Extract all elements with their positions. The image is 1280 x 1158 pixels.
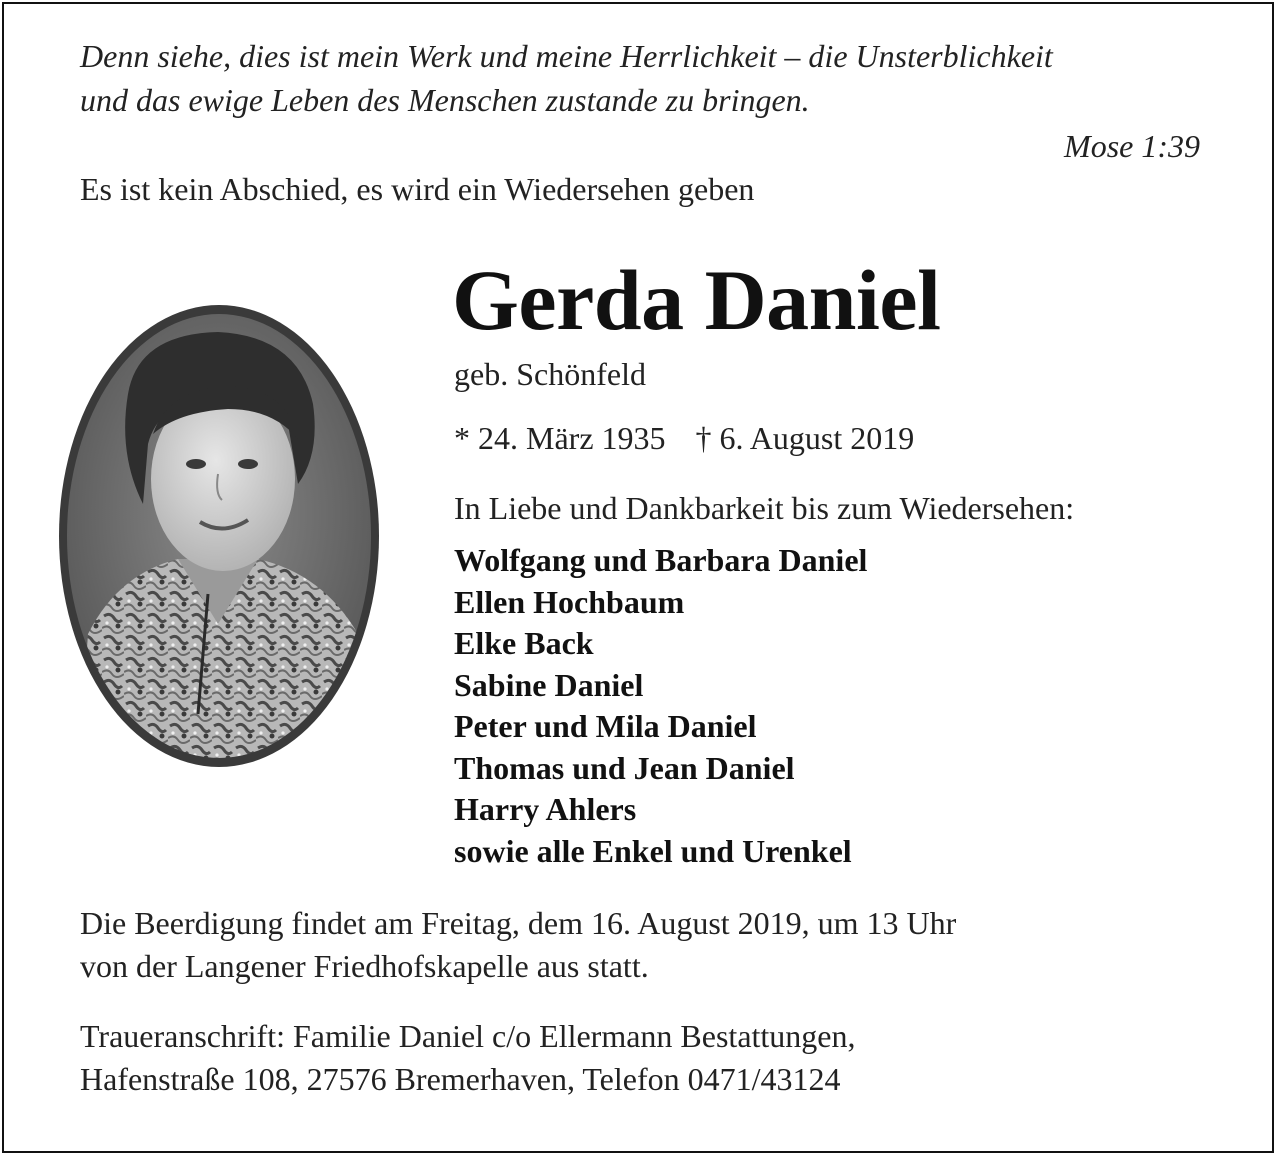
mourners-list: [454, 540, 867, 872]
maiden-name: geb. Schönfeld: [454, 356, 646, 392]
portrait-photo: [58, 304, 380, 768]
mourning-address: [80, 1015, 856, 1101]
funeral-line-2: von der Langener Friedhofskapelle aus statt.: [80, 948, 649, 984]
death-date: † 6. August 2019: [695, 420, 915, 456]
mourner-item: Thomas und Jean Daniel: [454, 749, 795, 786]
mourner-item: sowie alle Enkel und Urenkel: [454, 832, 852, 869]
verse-reference: Mose 1:39: [1064, 128, 1200, 164]
birth-date: * 24. März 1935: [454, 420, 666, 456]
address-line-1: Traueranschrift: Familie Daniel c/o Ellermann Bestattungen,: [80, 1018, 856, 1054]
verse-line-2: und das ewige Leben des Menschen zustande zu bringen.: [80, 82, 810, 118]
life-dates: [454, 416, 914, 460]
funeral-info: [80, 902, 956, 988]
mourner-item: Elke Back: [454, 625, 594, 661]
address-line-2: Hafenstraße 108, 27576 Bremerhaven, Telefon 0471/43124: [80, 1061, 841, 1097]
deceased-name: Gerda Daniel: [452, 252, 941, 348]
mourner-item: Ellen Hochbaum: [454, 583, 685, 620]
mourner-item: Peter und Mila Daniel: [454, 708, 757, 744]
mourner-item: Wolfgang und Barbara Daniel: [454, 542, 868, 578]
dedication: In Liebe und Dankbarkeit bis zum Wiedersehen:: [454, 490, 1075, 526]
mourner-item: Harry Ahlers: [454, 791, 637, 827]
mourner-item: Sabine Daniel: [454, 666, 644, 703]
motto: Es ist kein Abschied, es wird ein Wiedersehen geben: [80, 171, 755, 207]
verse-line-1: Denn siehe, dies ist mein Werk und meine Herrlichkeit – die Unsterblichkeit: [80, 38, 1053, 74]
funeral-line-1: Die Beerdigung findet am Freitag, dem 16. August 2019, um 13 Uhr: [80, 905, 957, 941]
bible-verse: [80, 34, 1210, 122]
